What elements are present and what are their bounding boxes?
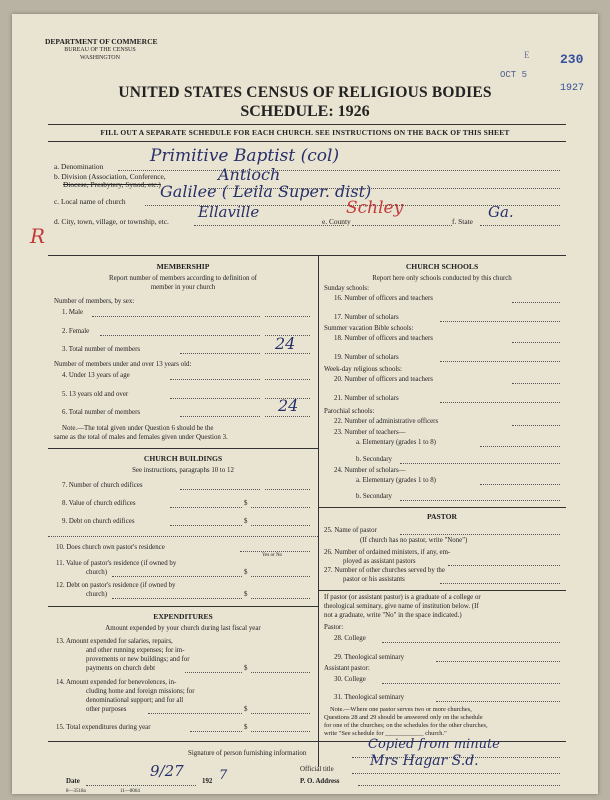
q16-answer-line [512, 302, 560, 303]
official-title-line [352, 773, 560, 774]
stamp-year: 1927 [560, 83, 585, 94]
q29-answer-line [436, 661, 560, 662]
q24-label: 24. Number of scholars— [334, 467, 406, 474]
q2-leader [100, 335, 260, 336]
q3-answer-line [265, 353, 310, 354]
form-code-2: 11—8064 [120, 789, 140, 794]
q4-under-13-label: 4. Under 13 years of age [62, 372, 130, 379]
q9-debt-label: 9. Debt on church edifices [62, 518, 135, 525]
parochial-schools-label: Parochial schools: [324, 408, 375, 415]
q24a-label: a. Elementary (grades 1 to 8) [356, 477, 436, 484]
q30-answer-line [382, 683, 560, 684]
pastor-note-2: Questions 28 and 29 should be answered only on the schedule [324, 714, 483, 721]
q5-leader [170, 398, 260, 399]
summer-schools-label: Summer vacation Bible schools: [324, 325, 414, 332]
q7-leader [180, 489, 260, 490]
buildings-sub: See instructions, paragraphs 10 to 12 [132, 467, 234, 474]
q26-label-2: ployed as assistant pastors [343, 558, 416, 565]
division-value[interactable]: Antioch [218, 165, 281, 184]
membership-note-1: Note.—The total given under Question 6 should be the [62, 425, 214, 432]
q11-value-label: 11. Value of pastor's residence (if owned by [56, 560, 177, 567]
q25-answer-line [400, 534, 560, 535]
form-schedule: SCHEDULE: 1926 [240, 103, 370, 120]
date-value[interactable]: 9/27 [150, 762, 184, 780]
q14-label-3: denominational support; and for all [86, 697, 184, 704]
q3-total-label: 3. Total number of members [62, 346, 141, 353]
q7-edifices-label: 7. Number of church edifices [62, 482, 143, 489]
q13-label-3: provements or new buildings; and for [86, 656, 190, 663]
q13-leader [185, 672, 242, 673]
pastor-sub-label: Pastor: [324, 624, 344, 631]
assistant-pastor-label: Assistant pastor: [324, 665, 370, 672]
q13-label-2: and other running expenses; for im- [86, 647, 185, 654]
q27-label-2: pastor or his assistants [343, 576, 405, 583]
pastor-heading: PASTOR [426, 512, 458, 521]
q14-label-2: cluding home and foreign missions; for [86, 688, 195, 695]
year-printed: 192 [202, 778, 213, 785]
pastor-note-3: for one of the churches; on the schedules for the other churches, [324, 722, 488, 729]
schools-heading: CHURCH SCHOOLS [405, 262, 479, 271]
bureau-city: WASHINGTON [80, 55, 120, 61]
q27-label-1: 27. Number of other churches served by the [324, 567, 445, 574]
q13-answer-line [251, 672, 310, 673]
q12-debt-label: 12. Debt on pastor's residence (if owned by [56, 582, 176, 589]
po-address-label: P. O. Address [300, 778, 340, 785]
q22-label: 22. Number of administrative officers [334, 418, 439, 425]
q29-label: 29. Theological seminary [334, 654, 405, 661]
church-name-value[interactable]: Galilee ( Leila Super. dist) [160, 182, 372, 201]
q2-female-label: 2. Female [62, 328, 90, 335]
q12-debt-label-2: church) [86, 591, 108, 598]
year-digit-value[interactable]: 7 [219, 768, 228, 783]
form-code-1: 8—3518a [66, 789, 86, 794]
q5-over-13-label: 5. 13 years old and over [62, 391, 129, 398]
q15-answer-line [251, 731, 310, 732]
q14-label-4: other purposes [86, 706, 127, 713]
signature-value[interactable]: Copied from minute [368, 737, 500, 752]
q21-answer-line [440, 402, 560, 403]
form-title: UNITED STATES CENSUS OF RELIGIOUS BODIES [118, 84, 492, 101]
q31-label: 31. Theological seminary [334, 694, 405, 701]
pastor-rule [318, 590, 566, 591]
q26-answer-line [448, 565, 560, 566]
weekday-schools-label: Week-day religious schools: [324, 366, 402, 373]
city-label: d. City, town, village, or township, etc. [54, 217, 169, 226]
q23-label: 23. Number of teachers— [334, 429, 406, 436]
q14-leader [148, 713, 242, 714]
graduate-instruction-3: not a graduate, write "No" in the space indicated.) [324, 612, 462, 619]
q10-residence-label: 10. Does church own pastor's residence [56, 544, 165, 551]
bureau-name: BUREAU OF THE CENSUS [64, 47, 136, 53]
stamp-mark: E [524, 50, 530, 60]
official-title-value[interactable]: Mrs Hagar S.d. [370, 753, 479, 769]
membership-heading: MEMBERSHIP [156, 262, 210, 271]
members-age-label: Number of members under and over 13 years old: [54, 361, 192, 368]
q24b-answer-line [400, 500, 560, 501]
po-address-line [358, 785, 560, 786]
q19-label: 19. Number of scholars [334, 354, 399, 361]
q17-answer-line [440, 321, 560, 322]
q15-leader [190, 731, 242, 732]
denomination-line [118, 170, 560, 171]
header-rule-bottom [48, 141, 566, 142]
q16-label: 16. Number of officers and teachers [334, 295, 433, 302]
members-by-sex-label: Number of members, by sex: [54, 298, 135, 305]
schools-rule [318, 507, 566, 508]
q30-label: 30. College [334, 676, 366, 683]
q31-answer-line [436, 701, 560, 702]
q4-answer-line [265, 379, 310, 380]
expenditures-sub: Amount expended by your church during last fiscal year [105, 625, 261, 632]
q24b-label: b. Secondary [356, 493, 392, 500]
q26-label-1: 26. Number of ordained ministers, if any, em- [324, 549, 451, 556]
q9-dollar-sign: $ [244, 518, 248, 525]
q23b-label: b. Secondary [356, 456, 392, 463]
membership-rule [48, 448, 318, 449]
denomination-label: a. Denomination [54, 162, 104, 171]
q21-label: 21. Number of scholars [334, 395, 399, 402]
q28-answer-line [382, 642, 560, 643]
q25-hint: (If church has no pastor, write "None") [360, 537, 468, 544]
red-check-mark: R [30, 224, 46, 248]
q14-label-1: 14. Amount expended for benevolences, in- [56, 679, 177, 686]
q17-label: 17. Number of scholars [334, 314, 399, 321]
q19-answer-line [440, 361, 560, 362]
q14-answer-line [251, 713, 310, 714]
q12-dollar-sign: $ [244, 591, 248, 598]
q22-answer-line [512, 425, 560, 426]
stamp-date: OCT 5 [500, 70, 528, 80]
column-divider [318, 255, 319, 767]
q3-total-value[interactable]: 24 [275, 334, 296, 353]
q18-answer-line [512, 342, 560, 343]
q8-leader [170, 507, 242, 508]
membership-sub-2: member in your church [150, 284, 216, 291]
department-block [45, 37, 158, 62]
q13-dollar-sign: $ [244, 665, 248, 672]
q23a-label: a. Elementary (grades 1 to 8) [356, 439, 436, 446]
schools-sub: Report here only schools conducted by this church [372, 275, 512, 282]
q27-answer-line [440, 583, 560, 584]
q1-male-label: 1. Male [62, 309, 84, 316]
county-line [352, 225, 452, 226]
q24a-answer-line [480, 484, 560, 485]
q4-leader [170, 379, 260, 380]
q8-value-label: 8. Value of church edifices [62, 500, 136, 507]
pastor-note-4: write "See schedule for ____________ church." [324, 730, 447, 737]
graduate-instruction-2: theological seminary, give name of institution below. (If [324, 603, 479, 610]
q7-answer-line [265, 489, 310, 490]
denomination-value[interactable]: Primitive Baptist (col) [150, 146, 340, 166]
membership-sub-1: Report number of members according to definition of [109, 275, 257, 282]
q13-label-4: payments on church debt [86, 665, 156, 672]
membership-note-2: same as the total of males and females given under Question 3. [54, 434, 228, 441]
q15-dollar-sign: $ [244, 724, 248, 731]
q11-dollar-sign: $ [244, 569, 248, 576]
q23a-answer-line [480, 446, 560, 447]
q1-answer-line [265, 316, 310, 317]
q20-label: 20. Number of officers and teachers [334, 376, 433, 383]
header-rule-top [48, 124, 566, 125]
q11-answer-line [251, 576, 310, 577]
q28-label: 28. College [334, 635, 366, 642]
signature-label: Signature of person furnishing information [188, 750, 307, 757]
church-name-label: c. Local name of church [54, 197, 126, 206]
division-label: b. Division (Association, Conference, [54, 172, 166, 181]
q9-answer-line [251, 525, 310, 526]
q18-label: 18. Number of officers and teachers [334, 335, 433, 342]
q11-value-label-2: church) [86, 569, 108, 576]
q8-dollar-sign: $ [244, 500, 248, 507]
official-title-label: Official title [300, 766, 334, 773]
state-value[interactable]: Ga. [488, 203, 514, 221]
buildings-heading: CHURCH BUILDINGS [143, 454, 223, 463]
q6-total-label: 6. Total number of members [62, 409, 141, 416]
q8-answer-line [251, 507, 310, 508]
pastor-note-1: Note.—Where one pastor serves two or more churches, [330, 706, 472, 713]
q15-total-label: 15. Total expenditures during year [56, 724, 151, 731]
section-rule [48, 255, 566, 256]
state-label: f. State [452, 217, 473, 226]
q12-answer-line [251, 598, 310, 599]
city-value[interactable]: Ellaville [198, 203, 260, 221]
q1-leader [92, 316, 260, 317]
q6-answer-line [265, 416, 310, 417]
date-line [86, 785, 196, 786]
buildings-rule [48, 606, 318, 607]
buildings-mid-rule [48, 536, 318, 537]
state-line [480, 225, 560, 226]
q6-leader [180, 416, 260, 417]
county-value[interactable]: Schley [346, 198, 404, 218]
sunday-schools-label: Sunday schools: [324, 285, 369, 292]
stamp-number: 230 [560, 52, 584, 67]
q9-leader [170, 525, 242, 526]
q6-total-value[interactable]: 24 [278, 396, 299, 415]
form-instruction: FILL OUT A SEPARATE SCHEDULE FOR EACH CHURCH. SEE INSTRUCTIONS ON THE BACK OF THIS SHEET [100, 128, 510, 137]
q3-leader [180, 353, 260, 354]
q11-leader [112, 576, 242, 577]
graduate-instruction-1: If pastor (or assistant pastor) is a graduate of a college or [324, 594, 481, 601]
q13-label-1: 13. Amount expended for salaries, repairs, [56, 638, 173, 645]
q12-leader [112, 598, 242, 599]
q20-answer-line [512, 383, 560, 384]
date-label: Date [66, 778, 80, 785]
division-label-2: Diocese, Presbytery, Synod, etc.) [63, 180, 161, 189]
q25-label: 25. Name of pastor [324, 527, 377, 534]
county-label: e. County [322, 217, 351, 226]
q10-yes-no-hint: Yes or No [262, 553, 283, 558]
q14-dollar-sign: $ [244, 706, 248, 713]
q23b-answer-line [400, 463, 560, 464]
expenditures-heading: EXPENDITURES [153, 612, 213, 621]
department-name: DEPARTMENT OF COMMERCE [45, 37, 158, 46]
